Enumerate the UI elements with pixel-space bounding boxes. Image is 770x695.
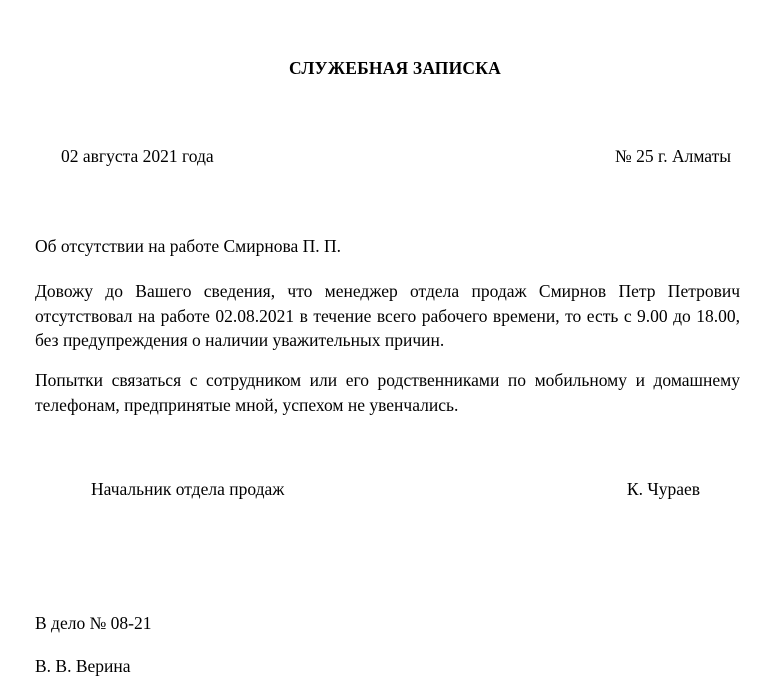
signature-name: К. Чураев <box>626 479 700 499</box>
memo-subject: Об отсутствии на работе Смирнова П. П. <box>35 236 342 256</box>
memo-number-place: № 25 г. Алматы <box>615 146 731 166</box>
memo-date: 02 августа 2021 года <box>61 146 214 166</box>
file-note: В дело № 08-21 <box>35 613 152 633</box>
executor-name: В. В. Верина <box>35 656 131 676</box>
signature-position: Начальник отдела продаж <box>91 479 285 499</box>
memo-paragraph-2: Попытки связаться с сотрудником или его родственниками по мобильному и домашнему телефонам, предпринятые мной, успехом не увенчались. <box>35 370 740 415</box>
memo-title: СЛУЖЕБНАЯ ЗАПИСКА <box>289 58 501 78</box>
memo-paragraph-1: Довожу до Вашего сведения, что менеджер отдела продаж Смирнов Петр Петрович отсутствовал на работе 02.08.2021 в течение всего рабочего времени, то есть с 9.00 до 18.00, без предупреждения о наличии уважительных причин. <box>35 281 740 350</box>
